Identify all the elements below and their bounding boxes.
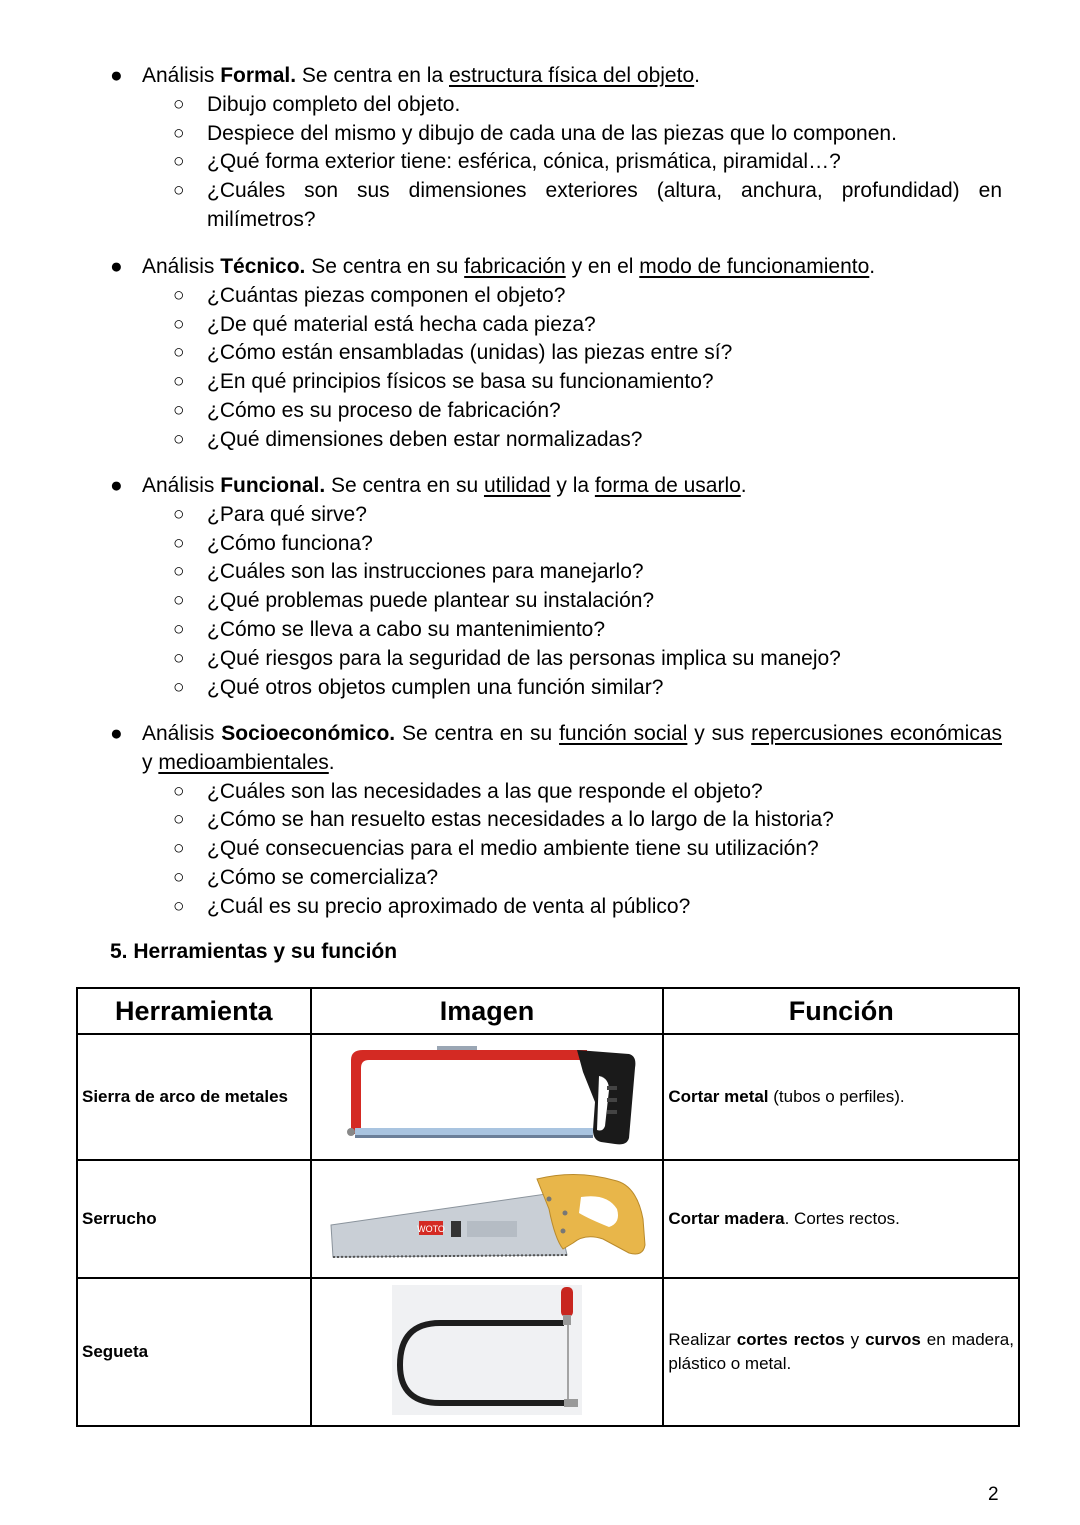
circle-bullet-icon: ○ [173,866,185,888]
tool-function: Realizar cortes rectos y curvos en madera, plástico o metal. [663,1278,1019,1426]
section-formal [110,62,1002,235]
list-item: ○ ¿Qué otros objetos cumplen una función similar? [110,674,1002,703]
header-imagen: Imagen [311,988,664,1034]
bullet-icon: ● [110,64,123,87]
hacksaw-image [337,1042,637,1148]
header-funcion: Función [663,988,1019,1034]
section-funcional [110,472,1002,702]
list-item: ○ ¿Cómo se han resuelto estas necesidades a lo largo de la historia? [110,806,1002,835]
list-item: ○ ¿Cómo están ensambladas (unidas) las piezas entre sí? [110,339,1002,368]
circle-bullet-icon: ○ [173,122,185,144]
list-item: ○ ¿Cuántas piezas componen el objeto? [110,282,1002,311]
tool-image-cell [311,1160,664,1278]
question-list [110,501,1002,703]
list-item: ○ ¿Cómo se comercializa? [110,864,1002,893]
list-item: ○ ¿Qué consecuencias para el medio ambiente tiene su utilización? [110,835,1002,864]
section-title: ● Análisis Funcional. Se centra en su utilidad y la forma de usarlo. [110,472,1002,501]
tool-name: Serrucho [77,1160,311,1278]
circle-bullet-icon: ○ [173,93,185,115]
tool-function: Cortar metal (tubos o perfiles). [663,1034,1019,1160]
circle-bullet-icon: ○ [173,618,185,640]
list-item: ○ ¿Para qué sirve? [110,501,1002,530]
question-list [110,778,1002,922]
list-item: ○ Despiece del mismo y dibujo de cada una de las piezas que lo componen. [110,120,1002,149]
table-row [77,1160,1019,1278]
circle-bullet-icon: ○ [173,503,185,525]
table-header-row [77,988,1019,1034]
circle-bullet-icon: ○ [173,647,185,669]
circle-bullet-icon: ○ [173,180,185,202]
list-item: ○ ¿Qué dimensiones deben estar normalizadas? [110,426,1002,455]
question-list [110,282,1002,455]
circle-bullet-icon: ○ [173,428,185,450]
circle-bullet-icon: ○ [173,342,185,364]
header-herramienta: Herramienta [77,988,311,1034]
table-row [77,1278,1019,1426]
list-item: ○ ¿Cuáles son las necesidades a las que responde el objeto? [110,778,1002,807]
tools-table [76,987,1020,1427]
table-row [77,1034,1019,1160]
circle-bullet-icon: ○ [173,838,185,860]
bullet-icon: ● [110,255,123,278]
circle-bullet-icon: ○ [173,151,185,173]
brand-label: WOTO [417,1223,445,1234]
list-item: ○ ¿Cómo es su proceso de fabricación? [110,397,1002,426]
list-item: ○ ¿Cuáles son las instrucciones para manejarlo? [110,558,1002,587]
circle-bullet-icon: ○ [173,371,185,393]
section-title: ● Análisis Formal. Se centra en la estructura física del objeto. [110,62,1002,91]
list-item: ○ ¿Qué problemas puede plantear su instalación? [110,587,1002,616]
tool-name: Sierra de arco de metales [77,1034,311,1160]
list-item: ○ ¿Qué forma exterior tiene: esférica, cónica, prismática, piramidal…? [110,148,1002,177]
section-title: ● Análisis Técnico. Se centra en su fabricación y en el modo de funcionamiento. [110,253,1002,282]
section-title: ● Análisis Socioeconómico. Se centra en su función social y sus repercusiones económicas y medioambientales. [110,722,1003,774]
bullet-icon: ● [110,474,123,497]
circle-bullet-icon: ○ [173,313,185,335]
circle-bullet-icon: ○ [173,284,185,306]
question-list [110,91,1002,235]
handsaw-image [327,1169,647,1265]
tool-function: Cortar madera. Cortes rectos. [663,1160,1019,1278]
list-item: ○ ¿Cómo funciona? [110,530,1002,559]
circle-bullet-icon: ○ [173,561,185,583]
coping-saw-image [392,1285,582,1415]
tool-image-cell [311,1034,664,1160]
circle-bullet-icon: ○ [173,780,185,802]
list-item: ○ ¿Cuál es su precio aproximado de venta al público? [110,893,1002,922]
circle-bullet-icon: ○ [173,532,185,554]
section-heading-tools: 5. Herramientas y su función [110,940,398,963]
list-item: ○ Dibujo completo del objeto. [110,91,1002,120]
tool-image-cell [311,1278,664,1426]
bullet-icon: ● [110,722,123,745]
list-item: ○ ¿De qué material está hecha cada pieza? [110,311,1002,340]
list-item: ○ ¿Qué riesgos para la seguridad de las personas implica su manejo? [110,645,1002,674]
section-socioeconomico [110,720,1002,922]
circle-bullet-icon: ○ [173,676,185,698]
section-tecnico [110,253,1002,455]
list-item: ○ ¿Cómo se lleva a cabo su mantenimiento? [110,616,1002,645]
circle-bullet-icon: ○ [173,895,185,917]
page-number: 2 [988,1484,999,1505]
tool-name: Segueta [77,1278,311,1426]
list-item: ○ ¿En qué principios físicos se basa su funcionamiento? [110,368,1002,397]
circle-bullet-icon: ○ [173,809,185,831]
circle-bullet-icon: ○ [173,399,185,421]
circle-bullet-icon: ○ [173,590,185,612]
list-item: ○ ¿Cuáles son sus dimensiones exteriores (altura, anchura, profundidad) en milímetros? [173,179,1002,231]
